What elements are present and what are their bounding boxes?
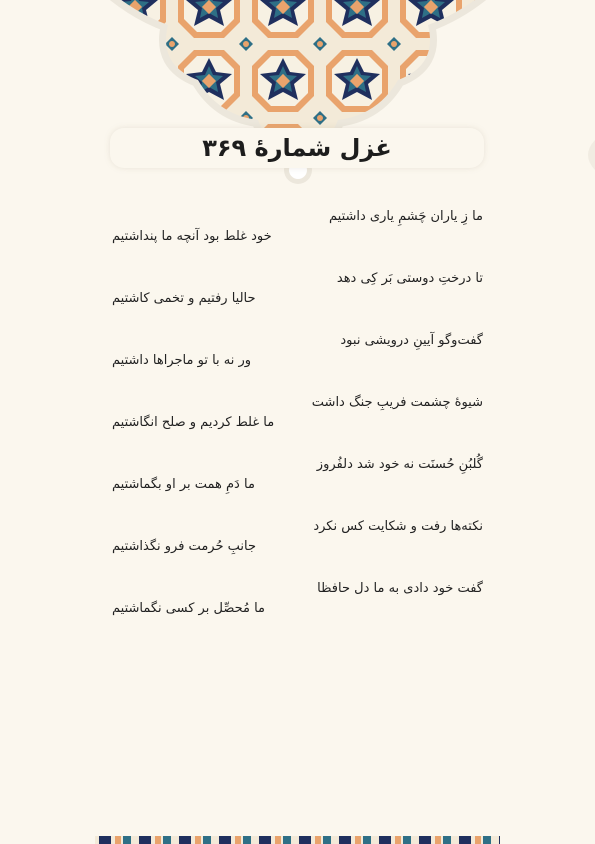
couplet — [112, 205, 483, 267]
hemistich-first: شیوهٔ چشمت فریبِ جنگ داشت — [311, 395, 483, 410]
couplet — [112, 577, 483, 639]
poem-body — [112, 205, 483, 639]
hemistich-second: ما دَمِ همت بر او بگماشتیم — [112, 477, 255, 492]
edge-ornament-icon — [575, 140, 595, 170]
persian-tile-border-icon — [95, 836, 500, 844]
hemistich-first: گفت‌وگو آیینِ درویشی نبود — [340, 333, 483, 348]
hemistich-first: نکته‌ها رفت و شکایت کس نکرد — [313, 519, 483, 534]
hemistich-first: ما زِ یاران چَشمِ یاری داشتیم — [329, 209, 483, 224]
couplet — [112, 267, 483, 329]
couplet — [112, 453, 483, 515]
page-title: غزل شمارهٔ ۳۶۹ — [202, 134, 392, 162]
couplet — [112, 515, 483, 577]
hemistich-second: ور نه با تو ماجراها داشتیم — [112, 353, 252, 368]
hemistich-second: حالیا رفتیم و تخمی کاشتیم — [112, 291, 256, 306]
hemistich-second: خود غلط بود آنچه ما پنداشتیم — [112, 229, 272, 244]
hemistich-first: تا درختِ دوستی بَر کِی دهد — [336, 271, 483, 286]
hemistich-first: گفت خود دادی به ما دل حافظا — [317, 581, 483, 596]
hemistich-second: جانبِ حُرمت فرو نگذاشتیم — [112, 539, 257, 554]
couplet — [112, 329, 483, 391]
hemistich-second: ما مُحصِّل بر کسی نگماشتیم — [112, 601, 266, 616]
couplet — [112, 391, 483, 453]
hemistich-second: ما غلط کردیم و صلح انگاشتیم — [112, 415, 275, 430]
hemistich-first: گُلبُنِ حُسنَت نه خود شد دلفُروز — [316, 457, 483, 472]
